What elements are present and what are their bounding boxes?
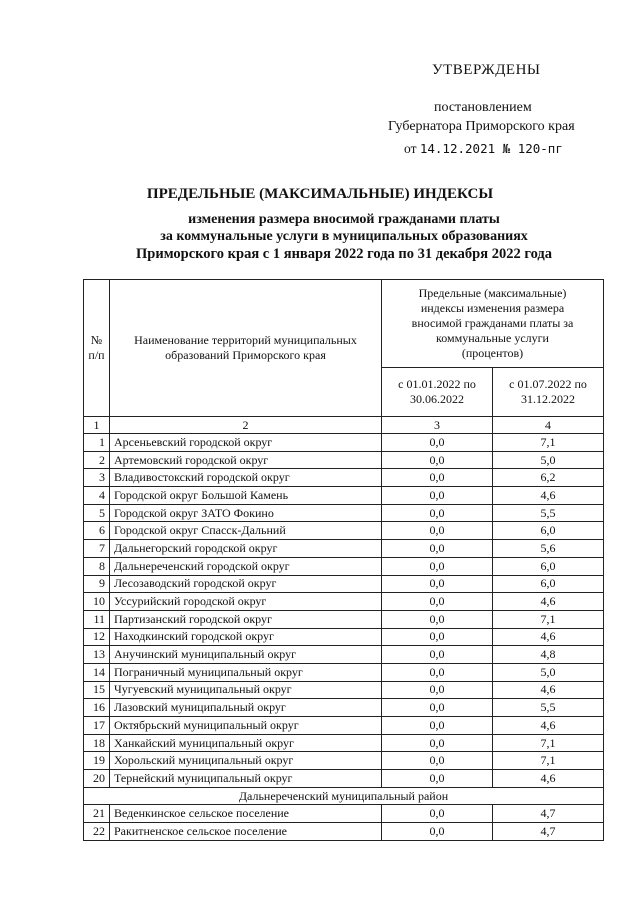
row-territory: Находкинский городской округ xyxy=(110,628,382,646)
row-number: 13 xyxy=(84,646,110,664)
row-number: 17 xyxy=(84,717,110,735)
table-row xyxy=(84,646,604,664)
row-index-period-1: 0,0 xyxy=(382,469,493,487)
row-index-period-2: 4,8 xyxy=(493,646,604,664)
row-index-period-2: 7,1 xyxy=(493,434,604,452)
row-territory: Артемовский городской округ xyxy=(110,451,382,469)
table-row xyxy=(84,557,604,575)
row-number: 7 xyxy=(84,540,110,558)
column-number: 1 xyxy=(84,417,110,434)
row-territory: Пограничный муниципальный округ xyxy=(110,663,382,681)
row-index-period-1: 0,0 xyxy=(382,434,493,452)
row-number: 19 xyxy=(84,752,110,770)
row-number: 9 xyxy=(84,575,110,593)
row-territory: Партизанский городской округ xyxy=(110,610,382,628)
row-index-period-1: 0,0 xyxy=(382,646,493,664)
table-row xyxy=(84,469,604,487)
row-territory: Ракитненское сельское поселение xyxy=(110,823,382,841)
table-row xyxy=(84,699,604,717)
header-period-1: с 01.01.2022 по 30.06.2022 xyxy=(382,368,493,417)
row-index-period-1: 0,0 xyxy=(382,522,493,540)
header-period-2: с 01.07.2022 по 31.12.2022 xyxy=(493,368,604,417)
table-row xyxy=(84,805,604,823)
row-territory: Хорольский муниципальный округ xyxy=(110,752,382,770)
row-index-period-2: 4,7 xyxy=(493,805,604,823)
row-territory: Уссурийский городской округ xyxy=(110,593,382,611)
row-index-period-2: 7,1 xyxy=(493,734,604,752)
row-index-period-2: 4,6 xyxy=(493,770,604,788)
row-territory: Владивостокский городской округ xyxy=(110,469,382,487)
row-index-period-2: 6,0 xyxy=(493,575,604,593)
row-index-period-1: 0,0 xyxy=(382,663,493,681)
table-row xyxy=(84,663,604,681)
row-territory: Лесозаводский городской округ xyxy=(110,575,382,593)
row-number: 11 xyxy=(84,610,110,628)
table-row xyxy=(84,504,604,522)
row-number: 5 xyxy=(84,504,110,522)
row-number: 15 xyxy=(84,681,110,699)
row-index-period-2: 5,5 xyxy=(493,504,604,522)
row-index-period-1: 0,0 xyxy=(382,487,493,505)
row-index-period-2: 6,2 xyxy=(493,469,604,487)
row-number: 2 xyxy=(84,451,110,469)
row-number: 20 xyxy=(84,770,110,788)
document-subtitle-line-2: за коммунальные услуги в муниципальных образованиях xyxy=(160,229,528,244)
row-number: 18 xyxy=(84,734,110,752)
section-row xyxy=(84,787,604,805)
document-subtitle-line-3: Приморского края с 1 января 2022 года по 31 декабря 2022 года xyxy=(136,246,552,262)
row-index-period-1: 0,0 xyxy=(382,699,493,717)
document-title: ПРЕДЕЛЬНЫЕ (МАКСИМАЛЬНЫЕ) ИНДЕКСЫ xyxy=(146,186,494,202)
header-number: № п/п xyxy=(84,280,110,417)
row-index-period-2: 5,0 xyxy=(493,451,604,469)
row-index-period-1: 0,0 xyxy=(382,610,493,628)
row-index-period-2: 7,1 xyxy=(493,752,604,770)
row-territory: Дальнереченский городской округ xyxy=(110,557,382,575)
row-index-period-1: 0,0 xyxy=(382,681,493,699)
document-subtitle-line-1: изменения размера вносимой гражданами платы xyxy=(188,212,500,227)
table-row xyxy=(84,610,604,628)
table-row xyxy=(84,717,604,735)
row-number: 1 xyxy=(84,434,110,452)
row-territory: Октябрьский муниципальный округ xyxy=(110,717,382,735)
table-row xyxy=(84,522,604,540)
row-number: 3 xyxy=(84,469,110,487)
row-number: 8 xyxy=(84,557,110,575)
row-territory: Городской округ ЗАТО Фокино xyxy=(110,504,382,522)
table-row xyxy=(84,681,604,699)
row-index-period-1: 0,0 xyxy=(382,575,493,593)
row-index-period-2: 5,6 xyxy=(493,540,604,558)
row-number: 4 xyxy=(84,487,110,505)
row-index-period-2: 4,6 xyxy=(493,681,604,699)
row-index-period-2: 5,0 xyxy=(493,663,604,681)
row-number: 14 xyxy=(84,663,110,681)
row-territory: Анучинский муниципальный округ xyxy=(110,646,382,664)
decree-date-line xyxy=(404,141,563,157)
date-stamp: 14.12.2021 № 120-пг xyxy=(419,141,563,156)
table-row xyxy=(84,575,604,593)
row-index-period-1: 0,0 xyxy=(382,451,493,469)
row-territory: Тернейский муниципальный округ xyxy=(110,770,382,788)
table-row xyxy=(84,451,604,469)
row-index-period-1: 0,0 xyxy=(382,734,493,752)
column-number: 4 xyxy=(493,417,604,434)
row-index-period-1: 0,0 xyxy=(382,504,493,522)
row-index-period-1: 0,0 xyxy=(382,805,493,823)
column-number: 3 xyxy=(382,417,493,434)
row-index-period-2: 4,6 xyxy=(493,593,604,611)
date-prefix: от xyxy=(404,141,417,156)
row-index-period-2: 7,1 xyxy=(493,610,604,628)
row-index-period-1: 0,0 xyxy=(382,752,493,770)
row-index-period-1: 0,0 xyxy=(382,717,493,735)
row-number: 12 xyxy=(84,628,110,646)
row-index-period-2: 4,6 xyxy=(493,628,604,646)
row-index-period-1: 0,0 xyxy=(382,540,493,558)
row-index-period-1: 0,0 xyxy=(382,823,493,841)
row-territory: Чугуевский муниципальный округ xyxy=(110,681,382,699)
indices-table xyxy=(83,279,604,841)
row-number: 10 xyxy=(84,593,110,611)
row-index-period-2: 4,6 xyxy=(493,717,604,735)
row-index-period-2: 4,7 xyxy=(493,823,604,841)
header-territory: Наименование территорий муниципальных образований Приморского края xyxy=(110,280,382,417)
row-number: 22 xyxy=(84,823,110,841)
table-row xyxy=(84,770,604,788)
row-number: 6 xyxy=(84,522,110,540)
column-number: 2 xyxy=(110,417,382,434)
table-row xyxy=(84,823,604,841)
decree-label: постановлением xyxy=(434,100,532,115)
table-row xyxy=(84,734,604,752)
table-row xyxy=(84,752,604,770)
table-row xyxy=(84,593,604,611)
row-territory: Веденкинское сельское поселение xyxy=(110,805,382,823)
approved-label: УТВЕРЖДЕНЫ xyxy=(432,62,541,78)
row-number: 21 xyxy=(84,805,110,823)
table-row xyxy=(84,487,604,505)
row-index-period-2: 4,6 xyxy=(493,487,604,505)
row-territory: Городской округ Большой Камень xyxy=(110,487,382,505)
row-index-period-2: 6,0 xyxy=(493,557,604,575)
row-index-period-1: 0,0 xyxy=(382,628,493,646)
header-index: Предельные (максимальные) индексы изменения размера вносимой гражданами платы за коммунальные услуги (процентов) xyxy=(382,280,604,368)
section-title: Дальнереченский муниципальный район xyxy=(84,787,604,805)
row-territory: Арсеньевский городской округ xyxy=(110,434,382,452)
table-row xyxy=(84,434,604,452)
row-number: 16 xyxy=(84,699,110,717)
row-index-period-1: 0,0 xyxy=(382,557,493,575)
row-index-period-1: 0,0 xyxy=(382,770,493,788)
row-territory: Дальнегорский городской округ xyxy=(110,540,382,558)
row-index-period-2: 6,0 xyxy=(493,522,604,540)
row-territory: Городской округ Спасск-Дальний xyxy=(110,522,382,540)
row-index-period-2: 5,5 xyxy=(493,699,604,717)
table-row xyxy=(84,628,604,646)
table-row xyxy=(84,540,604,558)
row-territory: Лазовский муниципальный округ xyxy=(110,699,382,717)
row-index-period-1: 0,0 xyxy=(382,593,493,611)
row-territory: Ханкайский муниципальный округ xyxy=(110,734,382,752)
column-number-row xyxy=(84,417,604,434)
governor-label: Губернатора Приморского края xyxy=(388,119,575,134)
